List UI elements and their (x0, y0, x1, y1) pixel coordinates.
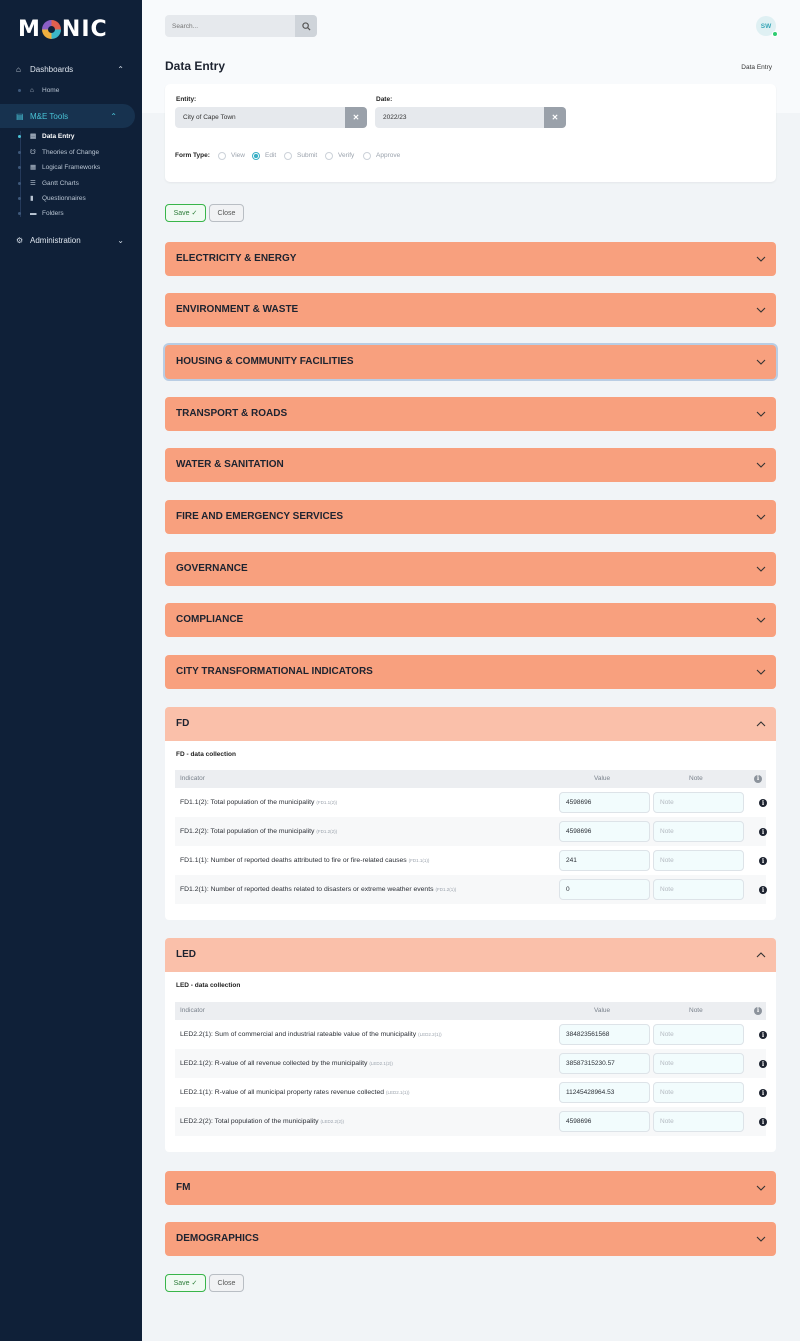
nav-group-label: M&E Tools (30, 111, 69, 121)
value-input[interactable]: 4598696 (559, 821, 650, 842)
search-button[interactable] (295, 15, 317, 37)
indicator-code: (FD1.2(2)) (316, 829, 338, 834)
note-input[interactable]: Note (653, 1024, 744, 1045)
section-title: WATER & SANITATION (176, 459, 284, 470)
sidebar-item-theories-of-change[interactable] (0, 145, 99, 159)
gears-icon: ⚙ (16, 235, 24, 245)
radio-approve[interactable]: Approve (363, 151, 400, 160)
note-header: Note (689, 775, 703, 782)
value-input[interactable]: 11245428964.53 (559, 1082, 650, 1103)
section-fire-emergency[interactable] (165, 500, 776, 534)
sidebar-item-label: Folders (42, 209, 64, 217)
indicator-code: (LED2.2(1)) (418, 1032, 442, 1037)
fd-table-header (175, 770, 766, 788)
table-row (175, 1049, 766, 1078)
sidebar-item-logical-frameworks[interactable] (0, 160, 100, 174)
section-title: GOVERNANCE (176, 563, 248, 574)
table-row (175, 1020, 766, 1049)
indicator-code: (LED2.1(1)) (386, 1090, 410, 1095)
chevron-up-icon (756, 719, 766, 729)
note-header: Note (689, 1007, 703, 1014)
indicator-text: LED2.2(2): Total population of the municipality (180, 1118, 319, 1125)
section-housing-community[interactable] (165, 345, 776, 379)
note-input[interactable]: Note (653, 1082, 744, 1103)
chevron-down-icon (756, 512, 766, 522)
form-type-label: Form Type: (175, 152, 210, 159)
section-title: FM (176, 1182, 191, 1193)
info-icon[interactable]: i (759, 1118, 767, 1126)
indicator-text: LED2.1(1): R-value of all municipal property rates revenue collected (180, 1089, 385, 1096)
section-demographics[interactable] (165, 1222, 776, 1256)
radio-view[interactable]: View (218, 151, 245, 160)
note-input[interactable]: Note (653, 879, 744, 900)
info-icon[interactable]: i (759, 828, 767, 836)
info-icon[interactable]: i (759, 799, 767, 807)
indicator-header: Indicator (180, 1007, 205, 1014)
section-governance[interactable] (165, 552, 776, 586)
page-title: Data Entry (165, 59, 226, 73)
sidebar-item-label: Gantt Charts (42, 179, 79, 187)
info-icon[interactable]: i (754, 1007, 762, 1015)
chevron-down-icon (756, 254, 766, 264)
section-title: HOUSING & COMMUNITY FACILITIES (176, 356, 354, 367)
chevron-up-icon: ⌃ (117, 64, 124, 74)
note-input[interactable]: Note (653, 850, 744, 871)
sidebar-item-label: Theories of Change (42, 148, 100, 156)
monic-logo[interactable]: M NIC (18, 16, 108, 42)
chevron-down-icon (756, 409, 766, 419)
indicator-header: Indicator (180, 775, 205, 782)
grid-icon: ▦ (30, 164, 37, 171)
fd-panel (165, 741, 776, 920)
info-icon[interactable]: i (759, 1089, 767, 1097)
close-icon: ✕ (352, 113, 360, 122)
info-icon[interactable]: i (759, 886, 767, 894)
section-city-transformational[interactable] (165, 655, 776, 689)
value-input[interactable]: 0 (559, 879, 650, 900)
avatar[interactable] (756, 16, 776, 36)
entity-label: Entity: (176, 96, 197, 103)
section-title: ELECTRICITY & ENERGY (176, 253, 297, 264)
info-icon[interactable]: i (759, 1031, 767, 1039)
sitemap-icon: ☋ (30, 149, 36, 156)
chevron-down-icon (756, 460, 766, 470)
chevron-down-icon (756, 615, 766, 625)
save-button-bottom[interactable]: Save ✓ (165, 1274, 206, 1292)
radio-edit[interactable]: Edit (252, 151, 276, 160)
date-value: 2022/23 (383, 114, 407, 121)
save-button[interactable]: Save ✓ (165, 204, 206, 222)
check-icon: ✓ (191, 210, 198, 217)
online-status-icon (772, 31, 778, 37)
value-input[interactable]: 384823561568 (559, 1024, 650, 1045)
indicator-text: LED2.2(1): Sum of commercial and industrial rateable value of the municipality (180, 1031, 417, 1038)
note-input[interactable]: Note (653, 792, 744, 813)
check-icon: ✓ (191, 1280, 198, 1287)
section-title: ENVIRONMENT & WASTE (176, 304, 299, 315)
table-row (175, 1078, 766, 1107)
indicator-text: FD1.1(2): Total population of the municipality (180, 799, 315, 806)
gantt-icon: ☰ (30, 180, 36, 187)
sidebar-item-data-entry[interactable] (0, 129, 75, 143)
search-box (165, 15, 317, 37)
indicator-code: (FD1.2(1)) (435, 887, 457, 892)
section-transport-roads[interactable] (165, 397, 776, 431)
info-icon[interactable]: i (759, 1060, 767, 1068)
sidebar-item-gantt-charts[interactable] (0, 176, 79, 190)
folder-icon: ▬ (30, 209, 37, 217)
close-button[interactable]: Close (209, 204, 244, 222)
breadcrumb[interactable]: Data Entry (741, 64, 772, 71)
sidebar (0, 0, 142, 1341)
section-electricity-energy[interactable] (165, 242, 776, 276)
avatar-initials: SW (760, 22, 772, 30)
value-input[interactable]: 38587315230.57 (559, 1053, 650, 1074)
indicator-code: (FD1.1(2)) (316, 800, 338, 805)
table-row (175, 846, 766, 875)
home-icon: ⌂ (30, 86, 34, 94)
note-input[interactable]: Note (653, 1053, 744, 1074)
date-select[interactable] (375, 107, 566, 128)
section-title: COMPLIANCE (176, 614, 244, 625)
section-title: LED (176, 949, 196, 960)
nav-group-administration[interactable] (0, 228, 142, 252)
sidebar-item-label: Questionnaires (42, 194, 86, 202)
note-input[interactable]: Note (653, 821, 744, 842)
note-input[interactable]: Note (653, 1111, 744, 1132)
fd-subtitle: FD - data collection (176, 751, 236, 758)
nav-group-label: Dashboards (30, 64, 74, 74)
home-icon: ⌂ (16, 64, 21, 74)
chevron-down-icon (756, 305, 766, 315)
section-water-sanitation[interactable] (165, 448, 776, 482)
entity-select[interactable] (175, 107, 367, 128)
table-row (175, 817, 766, 846)
value-input[interactable]: 4598696 (559, 792, 650, 813)
indicator-text: FD1.2(2): Total population of the municipality (180, 828, 315, 835)
section-title: FIRE AND EMERGENCY SERVICES (176, 511, 344, 522)
section-title: TRANSPORT & ROADS (176, 408, 288, 419)
search-input[interactable] (165, 15, 295, 37)
chevron-down-icon (756, 667, 766, 677)
sidebar-item-label: Home (42, 86, 60, 94)
date-label: Date: (376, 96, 393, 103)
table-row (175, 788, 766, 817)
section-title: FD (176, 718, 190, 729)
section-fm[interactable] (165, 1171, 776, 1205)
indicator-text: LED2.1(2): R-value of all revenue collected by the municipality (180, 1060, 368, 1067)
value-input[interactable]: 4598696 (559, 1111, 650, 1132)
chevron-down-icon (756, 357, 766, 367)
section-title: CITY TRANSFORMATIONAL INDICATORS (176, 666, 373, 677)
sidebar-item-label: Data Entry (42, 132, 75, 140)
section-led[interactable] (165, 938, 776, 972)
indicator-code: (LED2.1(2)) (369, 1061, 393, 1066)
sidebar-item-home[interactable] (0, 83, 59, 97)
value-input[interactable]: 241 (559, 850, 650, 871)
info-icon[interactable]: i (754, 775, 762, 783)
filter-card (165, 84, 776, 182)
chevron-up-icon (756, 950, 766, 960)
section-compliance[interactable] (165, 603, 776, 637)
chevron-up-icon: ⌃ (110, 111, 117, 121)
indicator-text: FD1.1(1): Number of reported deaths attributed to fire or fire-related causes (180, 857, 407, 864)
table-icon: ▤ (30, 133, 37, 140)
sidebar-item-folders[interactable] (0, 206, 64, 220)
led-table-header (175, 1002, 766, 1020)
value-header: Value (594, 775, 611, 782)
info-icon[interactable]: i (759, 857, 767, 865)
logo-mark-icon (42, 20, 61, 39)
radio-verify[interactable]: Verify (325, 151, 354, 160)
led-panel (165, 972, 776, 1152)
section-fd[interactable] (165, 707, 776, 741)
sidebar-item-questionnaires[interactable] (0, 191, 86, 205)
clear-entity-button[interactable] (345, 107, 367, 128)
clipboard-icon: ▮ (30, 195, 34, 202)
chevron-down-icon (756, 1234, 766, 1244)
table-row (175, 875, 766, 904)
clear-date-button[interactable] (544, 107, 566, 128)
chevron-down-icon (756, 1183, 766, 1193)
nav-group-label: Administration (30, 235, 81, 245)
close-icon: ✕ (551, 113, 559, 122)
table-row (175, 1107, 766, 1136)
indicator-code: (FD1.1(1)) (408, 858, 430, 863)
close-button-bottom[interactable]: Close (209, 1274, 244, 1292)
radio-submit[interactable]: Submit (284, 151, 317, 160)
nav-group-dashboards[interactable] (0, 57, 142, 81)
entity-value: City of Cape Town (183, 114, 236, 121)
section-environment-waste[interactable] (165, 293, 776, 327)
chevron-down-icon (756, 564, 766, 574)
indicator-text: FD1.2(1): Number of reported deaths related to disasters or extreme weather events (180, 886, 434, 893)
led-subtitle: LED - data collection (176, 982, 241, 989)
section-title: DEMOGRAPHICS (176, 1233, 259, 1244)
chevron-down-icon: ⌄ (117, 235, 124, 245)
indicator-code: (LED2.2(2)) (320, 1119, 345, 1124)
chart-icon: ▤ (16, 111, 24, 121)
value-header: Value (594, 1007, 611, 1014)
search-icon (302, 22, 311, 31)
sidebar-item-label: Logical Frameworks (42, 163, 101, 171)
nav-group-me-tools[interactable] (0, 104, 135, 128)
